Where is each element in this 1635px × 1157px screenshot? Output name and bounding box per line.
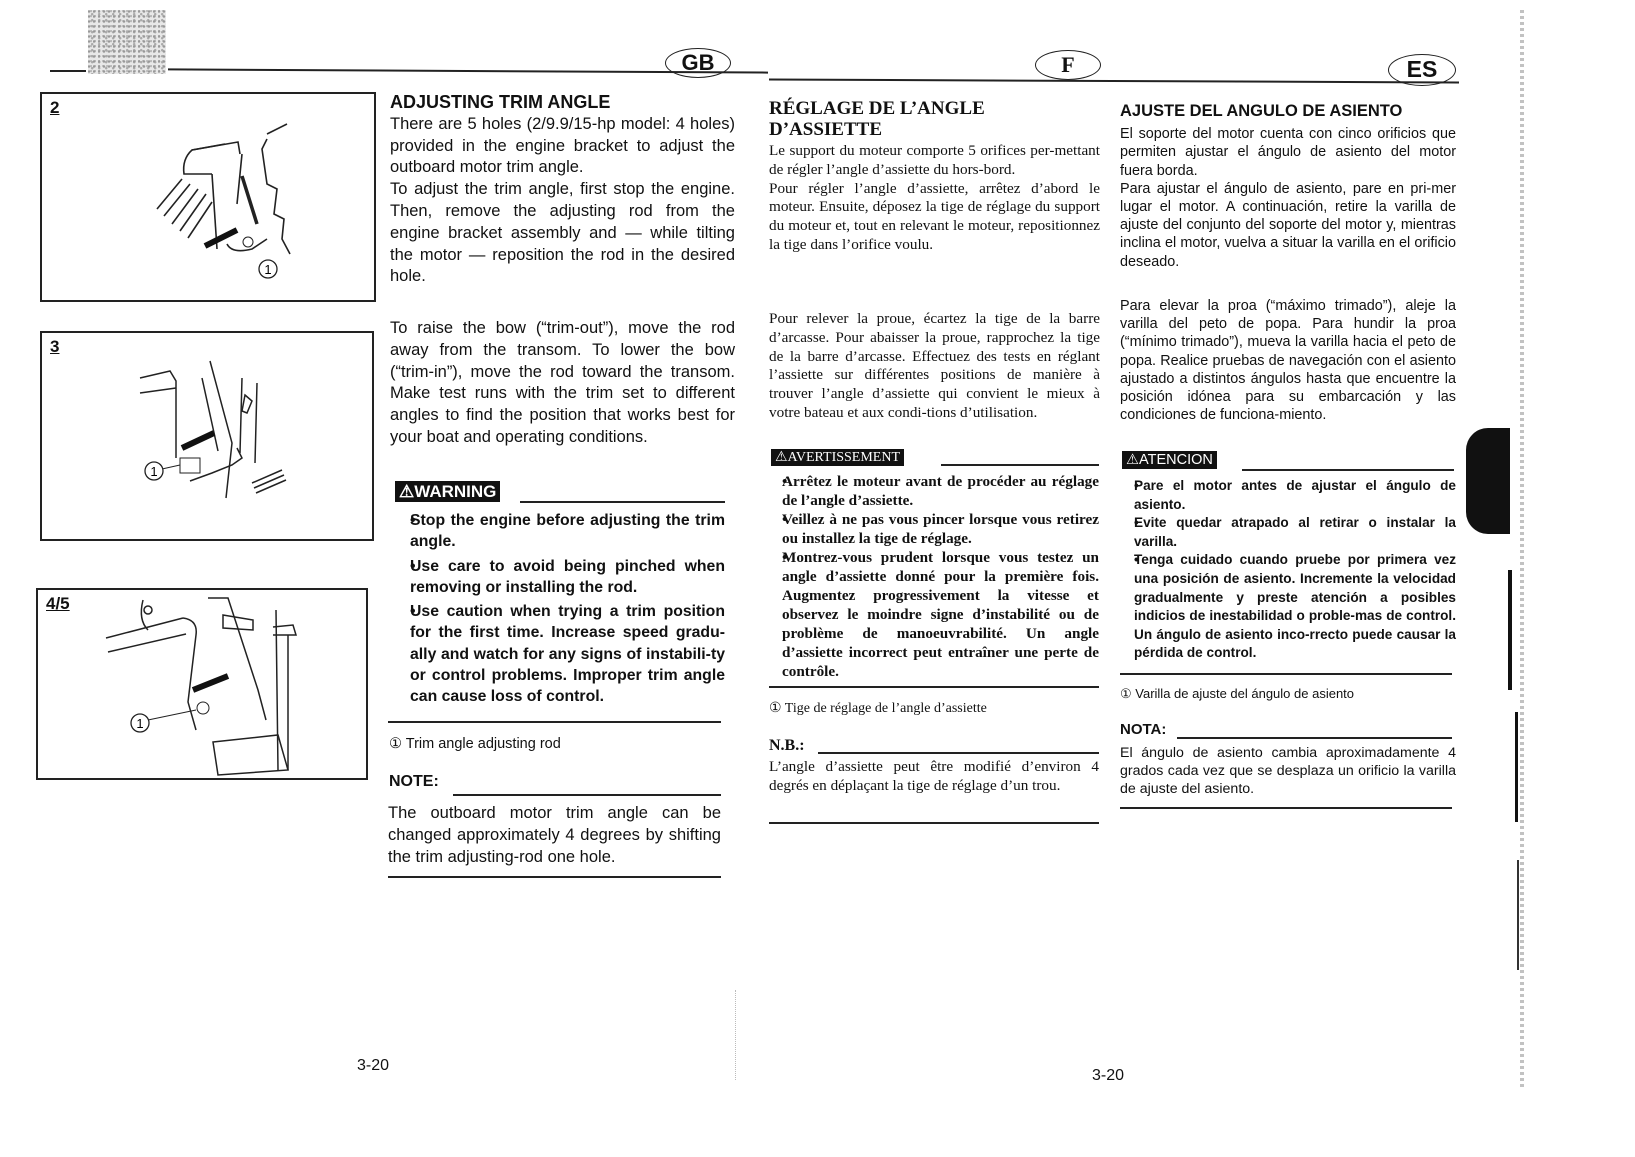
warning-label: ⚠WARNING bbox=[395, 481, 500, 502]
figure-label: 3 bbox=[50, 337, 60, 356]
note-label: NOTA: bbox=[1120, 721, 1167, 738]
page-number: 3-20 bbox=[1092, 1067, 1125, 1084]
header-rule-right bbox=[769, 78, 1459, 83]
paragraph: Le support du moteur comporte 5 orifices per-mettant de régler l’angle d’assiette du hors-bord. bbox=[769, 142, 1100, 178]
section-tab-marker bbox=[1466, 428, 1510, 534]
figure-3 bbox=[40, 331, 374, 541]
figure-4-5 bbox=[36, 588, 368, 780]
figure-2 bbox=[40, 92, 376, 302]
callout-1: 1 bbox=[150, 464, 158, 479]
warning-label: ⚠ATENCION bbox=[1122, 451, 1217, 469]
fr-warnings bbox=[769, 472, 1099, 681]
divider bbox=[818, 752, 1099, 754]
divider bbox=[1120, 807, 1452, 809]
divider bbox=[453, 794, 721, 796]
divider bbox=[1120, 673, 1452, 675]
es-warnings bbox=[1120, 477, 1456, 663]
divider bbox=[769, 822, 1099, 824]
divider bbox=[1242, 469, 1454, 471]
direction-arrow-icon bbox=[193, 676, 228, 690]
figure-legend: ① Trim angle adjusting rod bbox=[389, 736, 561, 752]
warning-item: • Pare el motor antes de ajustar el ángulo de asiento. bbox=[1120, 477, 1456, 514]
gb-column-continued bbox=[390, 318, 735, 449]
gb-column bbox=[390, 92, 735, 288]
title-line: RÉGLAGE DE L’ANGLE bbox=[769, 98, 985, 119]
direction-arrow-icon bbox=[182, 433, 214, 448]
edge-bar bbox=[1517, 860, 1519, 970]
callout-1: 1 bbox=[264, 262, 272, 277]
es-column bbox=[1120, 102, 1456, 271]
paragraph: There are 5 holes (2/9.9/15-hp model: 4 holes) provided in the engine bracket to adjust the outboard motor trim angle. bbox=[390, 114, 735, 177]
figure-label: 4/5 bbox=[46, 594, 70, 613]
page-number: 3-20 bbox=[357, 1057, 390, 1074]
edge-bar bbox=[1515, 712, 1518, 822]
divider bbox=[941, 464, 1099, 466]
divider bbox=[520, 501, 725, 503]
fr-column bbox=[769, 98, 1100, 255]
paragraph: El soporte del motor cuenta con cinco orificios que permiten ajustar el ángulo de asiento del motor fuera borda. bbox=[1120, 126, 1456, 179]
trim-bracket-illustration bbox=[42, 94, 378, 304]
paragraph: Pour régler l’angle d’assiette, arrêtez d’abord le moteur. Ensuite, déposez la tige de réglage du support du moteur et, tout en relevant le moteur, repositionnez la tige dans l’orifice voulu. bbox=[769, 179, 1100, 253]
note-label: NOTE: bbox=[389, 773, 439, 790]
callout-1: 1 bbox=[136, 716, 144, 731]
section-title bbox=[769, 98, 1100, 140]
language-badge-es: ES bbox=[1388, 54, 1456, 86]
scan-edge bbox=[1520, 10, 1524, 1090]
warning-item: • Tenga cuidado cuando pruebe por primera vez una posición de asiento. Incremente la velocidad gradualmente y preste atención a posibles indicios de inestabilidad o proble-mas de control. Un ángulo de asiento inco-rrecto puede causar la pérdida de control. bbox=[1120, 551, 1456, 663]
section-title: AJUSTE DEL ANGULO DE ASIENTO bbox=[1120, 102, 1403, 120]
warning-item: • Evite quedar atrapado al retirar o instalar la varilla. bbox=[1120, 514, 1456, 551]
es-column-continued bbox=[1120, 297, 1456, 424]
engine-bracket-illustration bbox=[38, 590, 370, 782]
note-text: El ángulo de asiento cambia aproximadamente 4 grados cada vez que se desplaza un orificio la varilla de ajuste del asiento. bbox=[1120, 745, 1456, 798]
paragraph: Pour relever la proue, écartez la tige de la barre d’arcasse. Pour abaisser la proue, rapprochez la tige de la barre d’arcasse. Effectuez des tests en réglant l’assiette sur différentes positions de manière à trouver l’angle d’assiette qui convient le mieux à votre bateau et aux condi-tions d’utilisation. bbox=[769, 310, 1100, 421]
warning-item: • Stop the engine before adjusting the trim angle. bbox=[392, 510, 725, 553]
language-badge-f: F bbox=[1035, 50, 1101, 80]
section-title: ADJUSTING TRIM ANGLE bbox=[390, 92, 611, 112]
warning-item: • Use care to avoid being pinched when removing or installing the rod. bbox=[392, 556, 725, 599]
edge-bar bbox=[1508, 570, 1512, 690]
trim-rod-illustration bbox=[42, 333, 376, 543]
divider bbox=[388, 721, 721, 723]
warning-header bbox=[771, 448, 1099, 466]
paragraph: Para elevar la proa (“máximo trimado”), aleje la varilla del peto de popa. Para hundir la proa (“mínimo trimado”), mueva la varilla hacia el peto de popa. Realice pruebas de navegación con el asiento ajustado a distintos ángulos hasta que encuentre la posición idónea para su embarcación y las condiciones de funciona-miento. bbox=[1120, 298, 1456, 424]
paragraph: To adjust the trim angle, first stop the engine. Then, remove the adjusting rod from the engine bracket assembly and — while tilting the motor — reposition the rod in the desired hole. bbox=[390, 180, 735, 286]
fr-column-continued bbox=[769, 310, 1100, 423]
warning-header bbox=[1122, 451, 1456, 469]
warning-label: ⚠AVERTISSEMENT bbox=[771, 449, 904, 466]
boat-outboard-icon bbox=[88, 10, 166, 74]
divider bbox=[1177, 737, 1452, 739]
header-rule-left bbox=[50, 70, 86, 72]
warning-item: • Arrêtez le moteur avant de procéder au réglage de l’angle d’assiette. bbox=[769, 472, 1099, 510]
figure-legend: ① Tige de réglage de l’angle d’assiette bbox=[769, 701, 987, 716]
direction-arrow-icon bbox=[205, 230, 237, 246]
warning-item: • Use caution when trying a trim position for the first time. Increase speed gradu-ally and watch for any signs of instabili-ty or control problems. Improper trim angle can cause loss of control. bbox=[392, 601, 725, 707]
gb-warnings bbox=[392, 510, 725, 708]
page-gutter bbox=[735, 990, 737, 1080]
paragraph: To raise the bow (“trim-out”), move the rod away from the transom. To lower the bow (“trim-in”), move the rod toward the transom. Make test runs with the trim set to different angles to find the position that works best for your boat and operating conditions. bbox=[390, 319, 735, 446]
divider bbox=[769, 686, 1099, 688]
warning-item: • Veillez à ne pas vous pincer lorsque vous retirez ou installez la tige de réglage. bbox=[769, 510, 1099, 548]
figure-label: 2 bbox=[50, 98, 60, 117]
note-text: The outboard motor trim angle can be changed approximately 4 degrees by shifting the trim adjusting-rod one hole. bbox=[388, 804, 721, 866]
title-line: D’ASSIETTE bbox=[769, 119, 882, 140]
warning-item: • Montrez-vous prudent lorsque vous testez un angle d’assiette donné pour la première fois. Augmentez progressivement la vitesse et observez le moindre signe d’instabilité ou de problème de manoeuvrabilité. Un angle d’assiette incorrect peut entraîner une perte de contrôle. bbox=[769, 548, 1099, 681]
note-label: N.B.: bbox=[769, 737, 805, 754]
paragraph: Para ajustar el ángulo de asiento, pare en pri-mer lugar el motor. A continuación, retire la varilla de ajuste del conjunto del soporte del motor y, mientras inclina el motor, vuelva a situar la varilla en el orificio deseado. bbox=[1120, 180, 1456, 270]
figure-legend: ① Varilla de ajuste del ángulo de asiento bbox=[1120, 686, 1355, 701]
warning-header bbox=[395, 481, 725, 502]
note-text: L’angle d’assiette peut être modifié d’environ 4 degrés en déplaçant la tige de réglage d’un trou. bbox=[769, 758, 1099, 794]
language-badge-gb: GB bbox=[665, 48, 731, 78]
divider bbox=[388, 876, 721, 878]
